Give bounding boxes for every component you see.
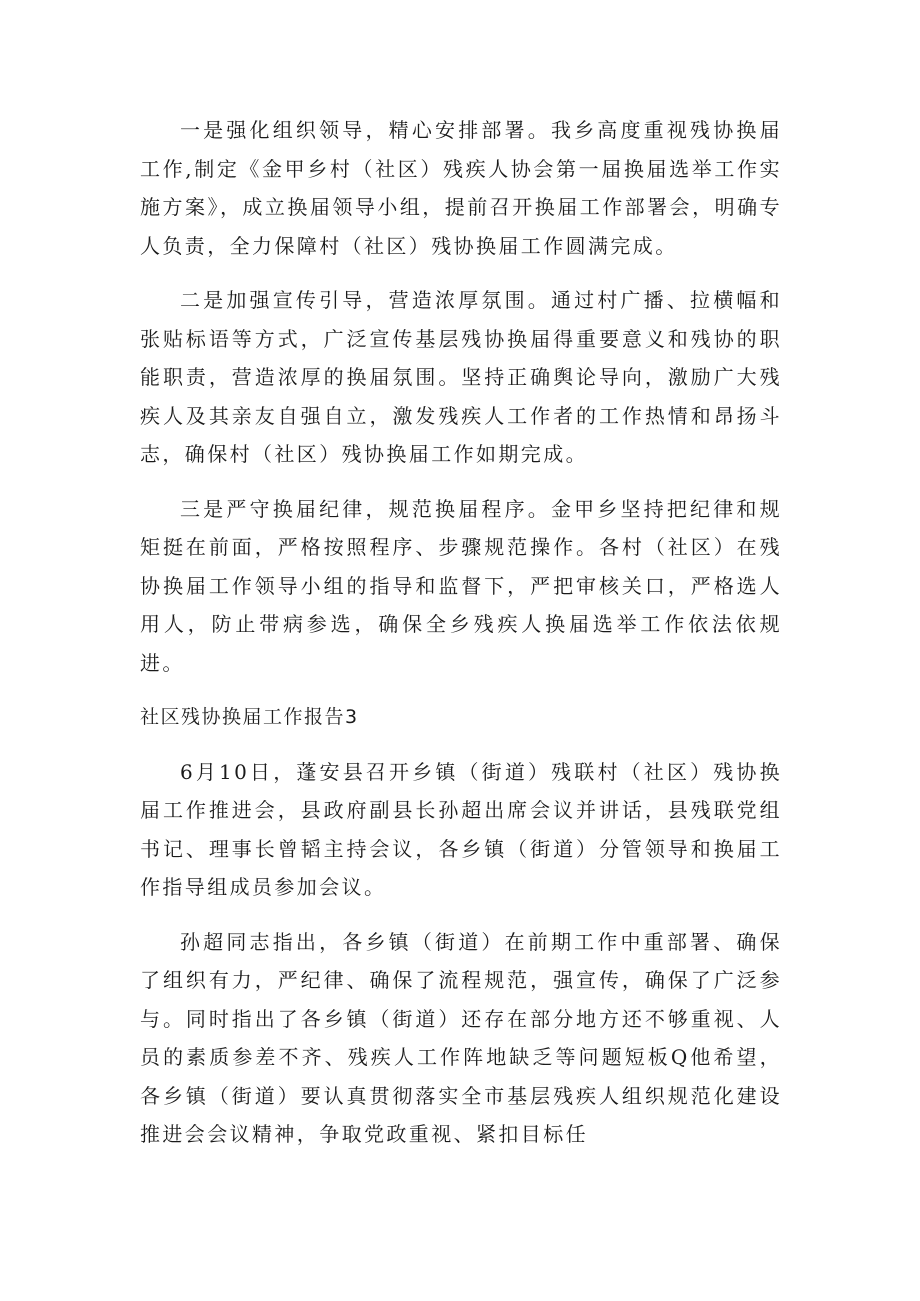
paragraph-election-discipline: 三是严守换届纪律，规范换届程序。金甲乡坚持把纪律和规矩挺在前面，严格按照程序、步骤规范操作。各村（社区）在残协换届工作领导小组的指导和监督下，严把审核关口，严格选人用人，防止带病参选，确保全乡残疾人换届选举工作依法依规进。 [140, 496, 782, 675]
paragraph-speech-points: 孙超同志指出，各乡镇（街道）在前期工作中重部署、确保了组织有力，严纪律、确保了流程规范，强宣传，确保了广泛参与。同时指出了各乡镇（街道）还存在部分地方还不够重视、人员的素质参差不齐、残疾人工作阵地缺乏等问题短板Q他希望，各乡镇（街道）要认真贯彻落实全市基层残疾人组织规范化建设推进会会议精神，争取党政重视、紧扣目标任 [140, 929, 782, 1146]
paragraph-organization-leadership: 一是强化组织领导，精心安排部署。我乡高度重视残协换届工作,制定《金甲乡村（社区）残疾人协会第一届换届选举工作实施方案》，成立换届领导小组，提前召开换届工作部署会，明确专人负责，全力保障村（社区）残协换届工作圆满完成。 [140, 118, 782, 258]
document-body [140, 111, 782, 1170]
section-heading: 社区残协换届工作报告3 [140, 706, 359, 728]
paragraph-publicity-guidance: 二是加强宣传引导，营造浓厚氛围。通过村广播、拉横幅和张贴标语等方式，广泛宣传基层残协换届得重要意义和残协的职能职责，营造浓厚的换届氛围。坚持正确舆论导向，激励广大残疾人及其亲友自强自立，激发残疾人工作者的工作热情和昂扬斗志，确保村（社区）残协换届工作如期完成。 [140, 288, 782, 466]
paragraph-meeting-summary: 6月10日，蓬安县召开乡镇（街道）残联村（社区）残协换届工作推进会，县政府副县长孙超出席会议并讲话，县残联党组书记、理事长曾韬主持会议，各乡镇（街道）分管领导和换届工作指导组成员参加会议。 [140, 759, 782, 899]
